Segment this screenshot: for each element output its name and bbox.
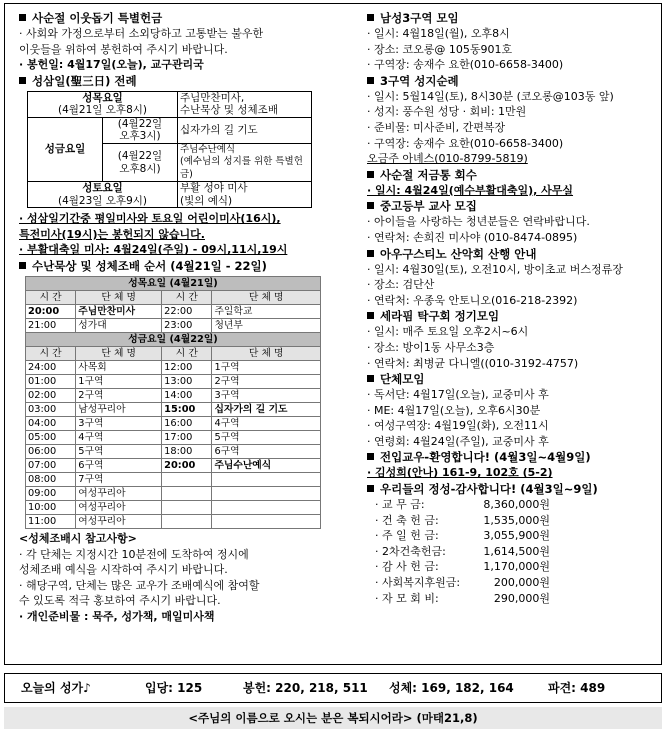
table-row <box>26 431 321 445</box>
note-line: · 부활대축일 미사: 4월24일(주일) - 09시,11시,19시 <box>19 243 288 257</box>
table-cell: 2구역 <box>76 389 162 403</box>
text-line: · 김성희(안나) 161-9, 102호 (5-2) <box>367 466 553 480</box>
col-group: 단 체 명 <box>76 291 162 305</box>
offering-label: 사회복지후원금: <box>382 576 461 590</box>
text-line: · ME: 4월17일(오늘), 오후6시30분 <box>367 403 541 417</box>
table-cell <box>212 501 321 515</box>
table-cell: 21:00 <box>26 319 76 333</box>
square-bullet-icon <box>367 312 374 319</box>
text-line: · 장소: 코오롱@ 105동901호 <box>367 42 513 56</box>
table-cell: 05:00 <box>26 431 76 445</box>
offering-row: · 감 사 헌 금: 1,170,000원 <box>375 560 550 574</box>
table-cell: 14:00 <box>162 389 212 403</box>
section-title: 성삼일(聖三日) 전례 <box>19 73 349 89</box>
square-bullet-icon <box>367 453 374 460</box>
text-line: · 사회와 가정으로부터 소외당하고 고통받는 불우한 <box>19 27 264 40</box>
offering-label: 자 모 회 비: <box>382 591 439 605</box>
table-cell: 사목회 <box>76 361 162 375</box>
liturgy-desc: 십자가의 길 기도 <box>178 117 312 143</box>
text-line: · 해당구역, 단체는 많은 교우가 조배예식에 참여할 <box>19 578 260 592</box>
table-row <box>26 473 321 487</box>
table-row <box>26 305 321 319</box>
hymn-communion: 성체: 169, 182, 164 <box>389 681 514 695</box>
text-line: · 여성구역장: 4월19일(화), 오전11시 <box>367 419 549 433</box>
section-title: 남성3구역 모임 <box>367 10 657 26</box>
right-column <box>367 10 657 606</box>
section-title: 우리들의 정성-감사합니다! (4월3일~9일) <box>367 481 657 497</box>
table-cell: 7구역 <box>76 473 162 487</box>
table-row <box>26 417 321 431</box>
square-bullet-icon <box>367 375 374 382</box>
text-line: · 준비물: 미사준비, 간편복장 <box>367 120 506 134</box>
text-line: · 연락처: 우종욱 안토니오(016-218-2392) <box>367 293 578 307</box>
col-time: 시 간 <box>162 291 212 305</box>
liturgy-desc: 주님만찬미사, 수난묵상 및 성체조배 <box>178 91 312 117</box>
square-bullet-icon <box>19 262 26 269</box>
col-time: 시 간 <box>26 347 76 361</box>
footer-verse: <주님의 이름으로 오시는 분은 복되시어라> (마태21,8) <box>4 707 662 729</box>
table-cell: 4구역 <box>212 417 321 431</box>
text-line: 성체조배 예식을 시작하여 주시기 바랍니다. <box>19 563 228 577</box>
note-line: · 성삼일기간중 평일미사와 토요일 어린이미사(16시), <box>19 212 281 226</box>
reference-title: <성체조배시 참고사항> <box>19 532 137 546</box>
offering-label: 건 축 헌 금: <box>382 513 439 527</box>
bulletin-frame <box>4 3 662 665</box>
text-line: · 장소: 검단산 <box>367 278 435 292</box>
text-line: · 아이들을 사랑하는 청년분들은 연락바랍니다. <box>367 215 590 229</box>
table-cell: 02:00 <box>26 389 76 403</box>
section-title: 사순절 저금통 회수 <box>367 167 657 183</box>
table-cell: 주일학교 <box>212 305 321 319</box>
liturgy-desc: 주님수난예식 (예수님의 성지를 위한 특별헌금) <box>178 143 312 182</box>
table-cell: 13:00 <box>162 375 212 389</box>
thursday-header: 성목요일 (4월21일) <box>26 277 321 291</box>
text-line: · 일시: 매주 토요일 오후2시~6시 <box>367 325 529 339</box>
text-line: · 연락처: 최병균 다니엘((010-3192-4757) <box>367 356 579 370</box>
text-line: 이웃들을 위하여 봉헌하여 주시기 바랍니다. <box>19 42 228 56</box>
col-group: 단 체 명 <box>212 291 321 305</box>
section-title: 3구역 성지순례 <box>367 73 657 89</box>
table-cell: 십자가의 길 기도 <box>212 403 321 417</box>
table-cell: 20:00 <box>162 459 212 473</box>
hymn-dismissal: 파견: 489 <box>548 681 606 695</box>
note-line: 특전미사(19시)는 봉헌되지 않습니다. <box>19 227 205 241</box>
table-cell: 07:00 <box>26 459 76 473</box>
hymn-label: 오늘의 성가♪ <box>21 681 91 695</box>
offering-row: · 건 축 헌 금: 1,535,000원 <box>375 513 550 527</box>
table-cell: 성가대 <box>76 319 162 333</box>
table-cell: 10:00 <box>26 501 76 515</box>
table-cell: 20:00 <box>26 305 76 319</box>
table-row <box>26 445 321 459</box>
table-cell: 3구역 <box>76 417 162 431</box>
table-cell <box>162 473 212 487</box>
table-cell: 3구역 <box>212 389 321 403</box>
section-title: 단체모임 <box>367 371 657 387</box>
section-title: 사순절 이웃돕기 특별헌금 <box>19 10 349 26</box>
section-title: 세라핌 탁구회 정기모임 <box>367 308 657 324</box>
square-bullet-icon <box>367 14 374 21</box>
table-row <box>26 361 321 375</box>
section-title: 수난묵상 및 성체조배 순서 (4월21일 - 22일) <box>19 258 349 274</box>
left-column <box>19 10 349 625</box>
table-cell: 5구역 <box>76 445 162 459</box>
table-cell <box>212 473 321 487</box>
table-row <box>26 319 321 333</box>
table-cell: 2구역 <box>212 375 321 389</box>
text-line: · 구역장: 송재수 요한(010-6658-3400) <box>367 136 564 150</box>
text-line: 오금주 아녜스(010-8799-5819) <box>367 152 528 166</box>
table-cell <box>162 501 212 515</box>
square-bullet-icon <box>367 250 374 257</box>
friday-header: 성금요일 (4월22일) <box>26 333 321 347</box>
table-cell: 12:00 <box>162 361 212 375</box>
table-row <box>26 487 321 501</box>
table-cell: 주님수난예식 <box>212 459 321 473</box>
table-row <box>26 403 321 417</box>
offering-amount: 290,000원 <box>493 591 550 605</box>
offering-label: 주 일 헌 금: <box>382 529 439 543</box>
table-cell: 03:00 <box>26 403 76 417</box>
text-line: 수 있도록 적극 홍보하여 주시기 바랍니다. <box>19 594 221 608</box>
liturgy-desc: 부활 성야 미사 (빛의 예식) <box>178 182 312 208</box>
table-cell: 01:00 <box>26 375 76 389</box>
text-line: · 장소: 방이1동 사무소3층 <box>367 340 495 354</box>
square-bullet-icon <box>367 202 374 209</box>
offering-row: · 자 모 회 비: 290,000원 <box>375 591 550 605</box>
liturgy-day: 성목요일 (4월21일 오후8시) <box>28 91 178 117</box>
offering-row: · 2차건축헌금: 1,614,500원 <box>375 544 550 558</box>
text-line: · 성지: 풍수원 성당 · 회비: 1만원 <box>367 105 527 119</box>
table-cell: 16:00 <box>162 417 212 431</box>
col-group: 단 체 명 <box>212 347 321 361</box>
table-cell: 남성꾸리아 <box>76 403 162 417</box>
table-cell: 24:00 <box>26 361 76 375</box>
hymn-bar <box>4 673 662 703</box>
table-cell: 06:00 <box>26 445 76 459</box>
table-cell: 청년부 <box>212 319 321 333</box>
table-cell: 5구역 <box>212 431 321 445</box>
offering-amount: 1,535,000원 <box>483 513 550 527</box>
text-line: · 일시: 4월30일(토), 오전10시, 방이초교 버스정류장 <box>367 262 623 276</box>
col-time: 시 간 <box>162 347 212 361</box>
table-cell: 여성꾸리아 <box>76 487 162 501</box>
square-bullet-icon <box>19 77 26 84</box>
table-cell <box>212 515 321 529</box>
text-line: · 연령회: 4월24일(주일), 교중미사 후 <box>367 434 549 448</box>
hymn-entrance: 입당: 125 <box>145 681 203 695</box>
offering-row: · 사회복지후원금: 200,000원 <box>375 576 550 590</box>
table-cell: 1구역 <box>76 375 162 389</box>
offering-amount: 1,170,000원 <box>483 560 550 574</box>
liturgy-time: (4월22일 오후8시) <box>103 143 178 182</box>
table-cell: 04:00 <box>26 417 76 431</box>
table-cell: 1구역 <box>212 361 321 375</box>
offering-label: 감 사 헌 금: <box>382 560 439 574</box>
table-cell: 15:00 <box>162 403 212 417</box>
table-cell: 4구역 <box>76 431 162 445</box>
offering-amount: 1,614,500원 <box>483 544 550 558</box>
square-bullet-icon <box>19 14 26 21</box>
text-line: · 연락처: 손희진 미사야 (010-8474-0895) <box>367 230 578 244</box>
table-row <box>26 375 321 389</box>
table-cell: 22:00 <box>162 305 212 319</box>
table-cell: 여성꾸리아 <box>76 501 162 515</box>
table-row <box>26 389 321 403</box>
section-title: 아우구스티노 산악회 산행 안내 <box>367 246 657 262</box>
text-line: · 일시: 5월14일(토), 8시30분 (코오롱@103동 앞) <box>367 89 614 103</box>
text-line: · 일시: 4월18일(월), 오후8시 <box>367 27 510 40</box>
hymn-offertory: 봉헌: 220, 218, 511 <box>243 681 368 695</box>
liturgy-day: 성토요일 (4월23일 오후9시) <box>28 182 178 208</box>
table-cell: 08:00 <box>26 473 76 487</box>
offering-date: · 봉헌일: 4월17일(오늘), 교구관리국 <box>19 58 204 72</box>
offering-label: 2차건축헌금: <box>382 544 446 558</box>
offering-label: 교 무 금: <box>382 498 425 512</box>
table-cell: 18:00 <box>162 445 212 459</box>
table-cell: 17:00 <box>162 431 212 445</box>
offering-amount: 8,360,000원 <box>483 498 550 512</box>
liturgy-time: (4월22일 오후3시) <box>103 117 178 143</box>
table-cell: 23:00 <box>162 319 212 333</box>
table-cell <box>212 487 321 501</box>
section-title: 중고등부 교사 모집 <box>367 198 657 214</box>
table-cell: 11:00 <box>26 515 76 529</box>
square-bullet-icon <box>367 485 374 492</box>
section-title: 전입교우-환영합니다! (4월3일~4월9일) <box>367 449 657 465</box>
liturgy-day: 성금요일 <box>28 117 103 182</box>
square-bullet-icon <box>367 171 374 178</box>
col-group: 단 체 명 <box>76 347 162 361</box>
table-cell: 주님만찬미사 <box>76 305 162 319</box>
table-row <box>26 459 321 473</box>
table-cell <box>162 515 212 529</box>
adoration-table <box>25 276 321 529</box>
triduum-table <box>27 91 312 209</box>
table-cell: 여성꾸리아 <box>76 515 162 529</box>
offering-row: · 주 일 헌 금: 3,055,900원 <box>375 529 550 543</box>
table-cell: 6구역 <box>212 445 321 459</box>
offering-row: · 교 무 금: 8,360,000원 <box>375 498 550 512</box>
text-line: · 일시: 4월24일(예수부활대축일), 사무실 <box>367 183 574 197</box>
text-line: · 독서단: 4월17일(오늘), 교중미사 후 <box>367 388 549 402</box>
table-cell: 6구역 <box>76 459 162 473</box>
square-bullet-icon <box>367 77 374 84</box>
prep-items: · 개인준비물 : 묵주, 성가책, 매일미사책 <box>19 610 215 624</box>
table-row <box>26 501 321 515</box>
offering-list <box>367 497 657 606</box>
text-line: · 각 단체는 지정시간 10분전에 도착하여 정시에 <box>19 547 249 561</box>
table-cell: 09:00 <box>26 487 76 501</box>
table-cell <box>162 487 212 501</box>
offering-amount: 200,000원 <box>493 576 550 590</box>
text-line: · 구역장: 송재수 요한(010-6658-3400) <box>367 58 564 72</box>
offering-amount: 3,055,900원 <box>483 529 550 543</box>
table-row <box>26 515 321 529</box>
col-time: 시 간 <box>26 291 76 305</box>
